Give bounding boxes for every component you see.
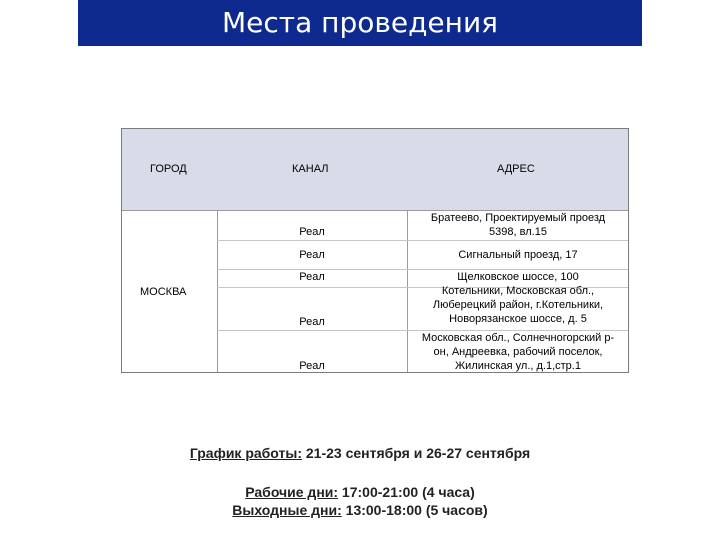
schedule-main (0, 445, 720, 461)
channel-cell: Реал (299, 226, 325, 238)
channel-cell: Реал (299, 271, 325, 283)
address-cell (408, 284, 628, 326)
row-divider (217, 240, 628, 241)
channel-cell: Реал (299, 360, 325, 372)
venues-table (121, 128, 629, 373)
channel-cell: Реал (299, 249, 325, 261)
address-cell (408, 331, 628, 373)
address-line: Жилинская ул., д.1,стр.1 (455, 360, 581, 372)
address-line: Сигнальный проезд, 17 (458, 249, 578, 261)
schedule-weekend (0, 502, 720, 518)
address-cell (408, 270, 628, 284)
page-title: Места проведения (78, 0, 642, 46)
workdays-value: 17:00-21:00 (4 часа) (338, 484, 475, 500)
header-channel: КАНАЛ (292, 163, 329, 175)
table-header (122, 129, 628, 211)
address-line: Люберецкий район, г.Котельники, (432, 299, 604, 311)
header-city: ГОРОД (150, 163, 187, 175)
weekend-value: 13:00-18:00 (5 часов) (341, 502, 488, 518)
schedule-label: График работы: (189, 445, 302, 461)
address-line: 5398, вл.15 (489, 226, 547, 238)
address-line: Новорязанское шоссе, д. 5 (449, 313, 587, 325)
channel-cell: Реал (299, 316, 325, 328)
weekend-label: Выходные дни: (232, 502, 342, 518)
address-cell (408, 248, 628, 262)
address-cell (408, 211, 628, 239)
address-line: он, Андреевка, рабочий поселок, (433, 346, 603, 358)
schedule-workdays (0, 484, 720, 500)
address-line: Котельники, Московская обл., (441, 285, 595, 297)
address-line: Московская обл., Солнечногорский р- (421, 332, 615, 344)
header-address: АДРЕС (497, 163, 535, 175)
city-cell: МОСКВА (140, 286, 187, 298)
address-line: Щелковское шоссе, 100 (457, 271, 579, 283)
address-line: Братеево, Проектируемый проезд (430, 212, 606, 224)
schedule-value: 21-23 сентября и 26-27 сентября (302, 445, 531, 461)
workdays-label: Рабочие дни: (245, 484, 339, 500)
